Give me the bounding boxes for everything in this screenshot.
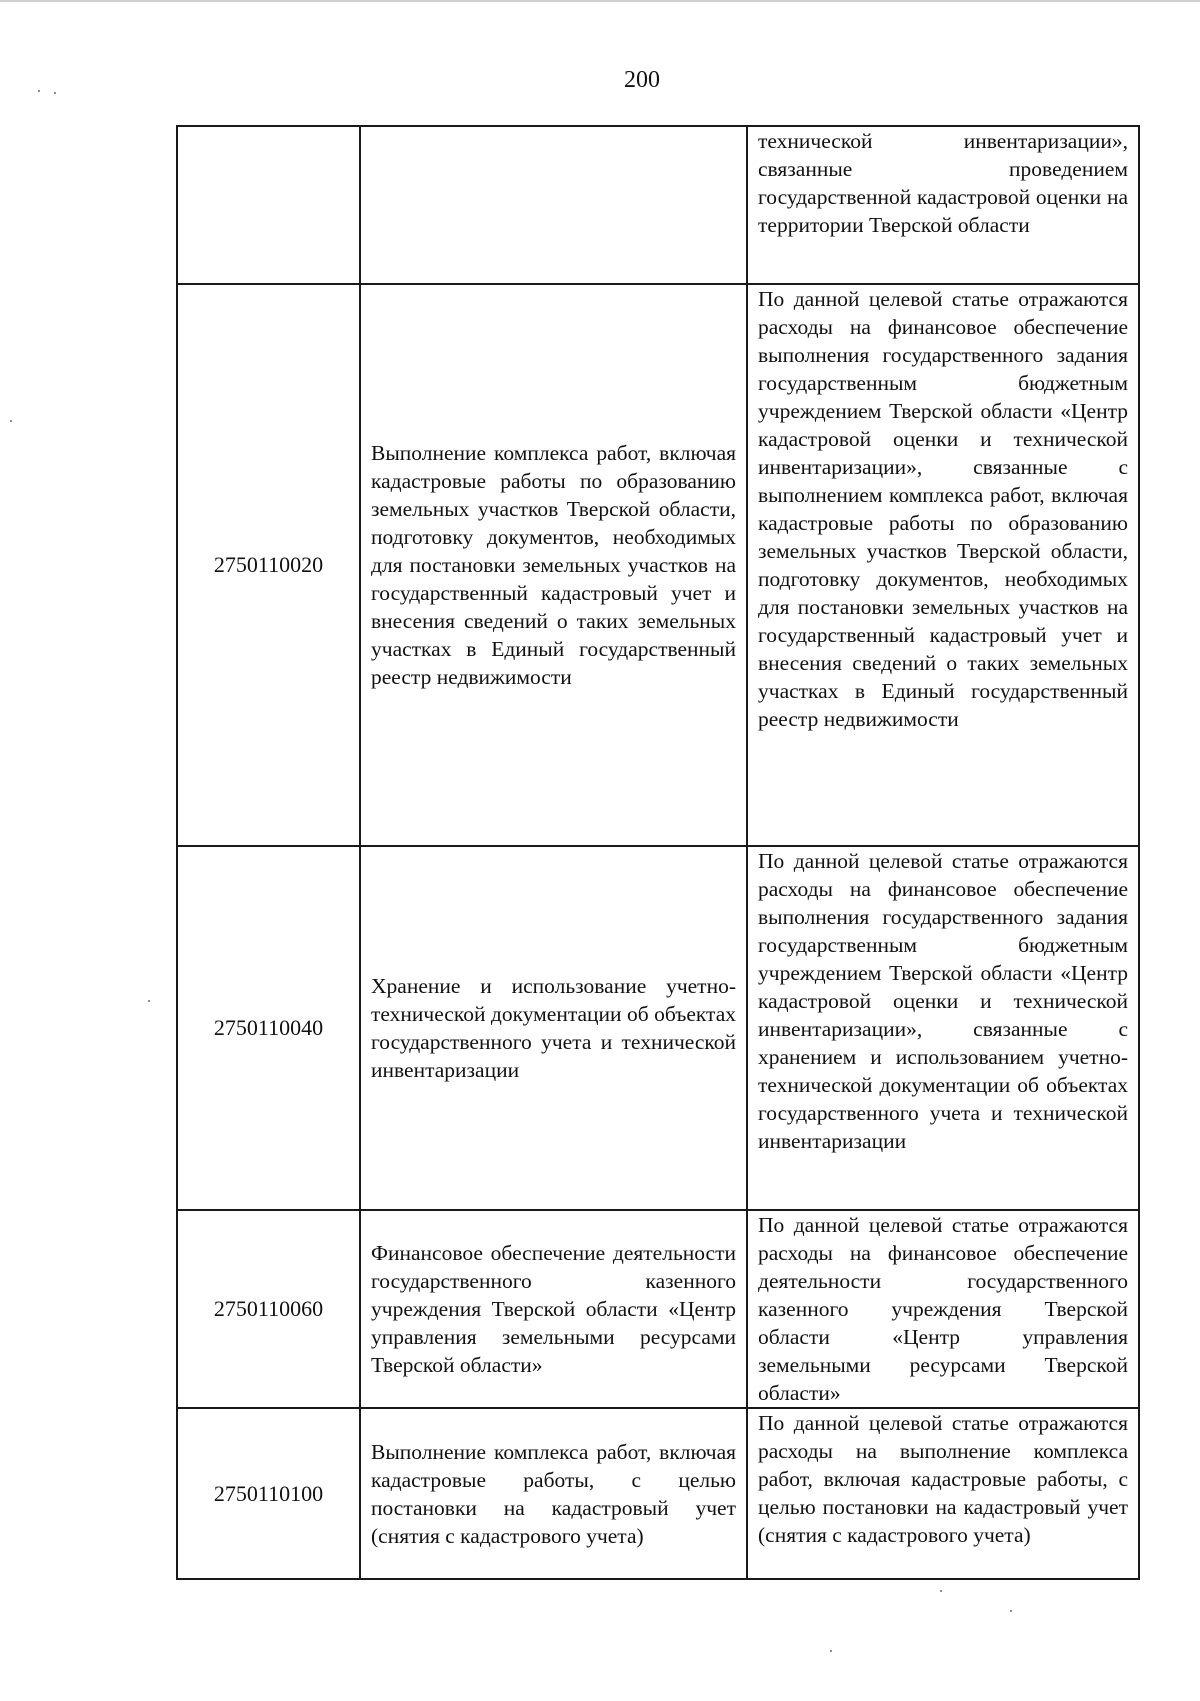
target-article-name: Хранение и использование учетно-технической документации об объектах государственного учета и технической инвентаризации	[371, 974, 736, 1082]
description-cell	[747, 1210, 1139, 1408]
page-number: 200	[624, 67, 660, 93]
target-article-description: По данной целевой статье отражаются расходы на финансовое обеспечение выполнения государственного задания государственным бюджетным учреждением Тверской области «Центр кадастровой оценки и технической инвентаризации», связанные с выполнением комплекса работ, включая кадастровые работы по образованию земельных участков Тверской области, подготовку документов, необходимых для постановки земельных участков на государственный кадастровый учет и внесения сведений о таких земельных участках в Единый государственный реестр недвижимости	[758, 287, 1128, 731]
table-row	[177, 1210, 1139, 1408]
target-article-code: 2750110060	[213, 1296, 324, 1321]
scan-top-edge	[0, 0, 1200, 2]
scan-speck	[830, 1650, 832, 1652]
description-cell	[747, 846, 1139, 1210]
code-cell	[177, 1210, 360, 1408]
scan-speck	[10, 420, 12, 422]
table-row	[177, 846, 1139, 1210]
budget-classification-table	[176, 125, 1140, 1580]
code-cell	[177, 1408, 360, 1579]
scan-speck	[148, 1000, 150, 1002]
target-article-name: Выполнение комплекса работ, включая кадастровые работы по образованию земельных участков Тверской области, подготовку документов, необходимых для постановки земельных участков на государственный кадастровый учет и внесения сведений о таких земельных участках в Единый государственный реестр недвижимости	[371, 441, 736, 689]
name-cell	[360, 1408, 747, 1579]
scan-speck	[54, 92, 56, 94]
table-row	[177, 284, 1139, 846]
description-cell	[747, 126, 1139, 284]
target-article-description: По данной целевой статье отражаются расходы на финансовое обеспечение выполнения государственного задания государственным бюджетным учреждением Тверской области «Центр кадастровой оценки и технической инвентаризации», связанные с хранением и использованием учетно-технической документации об объектах государственного учета и технической инвентаризации	[758, 849, 1128, 1153]
target-article-description: По данной целевой статье отражаются расходы на выполнение комплекса работ, включая кадастровые работы, с целью постановки на кадастровый учет (снятия с кадастрового учета)	[758, 1411, 1128, 1547]
name-cell	[360, 284, 747, 846]
scan-speck	[940, 1590, 942, 1592]
code-cell	[177, 126, 360, 284]
table-row	[177, 126, 1139, 284]
table-row	[177, 1408, 1139, 1579]
target-article-code: 2750110100	[213, 1480, 324, 1506]
target-article-code: 2750110020	[213, 552, 324, 577]
description-cell	[747, 284, 1139, 846]
target-article-name: Финансовое обеспечение деятельности государственного казенного учреждения Тверской области «Центр управления земельными ресурсами Тверской области»	[371, 1241, 736, 1377]
scan-speck	[1010, 1610, 1012, 1612]
scan-speck	[38, 90, 40, 92]
code-cell	[177, 846, 360, 1210]
target-article-code: 2750110040	[213, 1015, 324, 1040]
description-cell	[747, 1408, 1139, 1579]
target-article-description: технической инвентаризации», связанные проведением государственной кадастровой оценки на территории Тверской области	[758, 129, 1128, 237]
code-cell	[177, 284, 360, 846]
name-cell	[360, 1210, 747, 1408]
name-cell	[360, 126, 747, 284]
target-article-name: Выполнение комплекса работ, включая кадастровые работы, с целью постановки на кадастровый учет (снятия с кадастрового учета)	[371, 1439, 736, 1548]
target-article-description: По данной целевой статье отражаются расходы на финансовое обеспечение деятельности государственного казенного учреждения Тверской области «Центр управления земельными ресурсами Тверской области»	[758, 1213, 1128, 1405]
name-cell	[360, 846, 747, 1210]
